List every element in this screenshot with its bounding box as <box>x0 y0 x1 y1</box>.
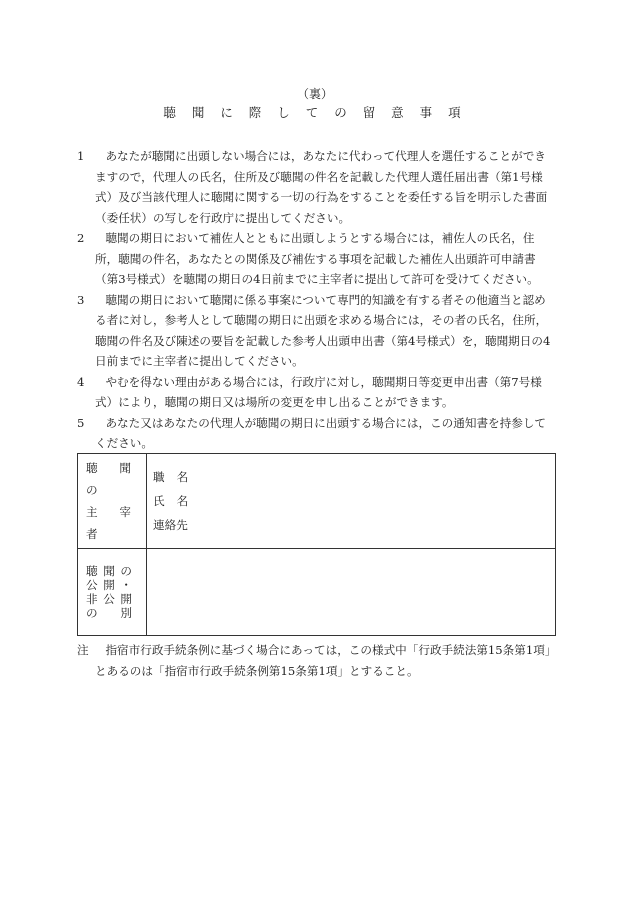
note-marker: 注 <box>77 643 89 657</box>
note-text: 指宿市行政手続条例に基づく場合にあっては，この様式中「行政手続法第15条第1項」とあるのは「指宿市行政手続条例第15条第1項」とすること。 <box>95 643 551 678</box>
item-number: 5 <box>77 415 85 430</box>
publicity-label <box>78 549 147 636</box>
side-indicator: （裏） <box>296 87 333 101</box>
item-text: 聴聞の期日において聴聞に係る事案について専門的知識を有する者その他適当と認める者に対し，参考人として聴聞の期日に出頭を求める場合には，その者の氏名，住所，聴聞の件名及び陳述の要旨を記載した参考人出頭申出書（第4号様式）を，聴聞期日の4日前までに主宰者に提出してください。 <box>95 292 551 368</box>
footnote <box>77 640 555 681</box>
item-text: あなたが聴聞に出頭しない場合には，あなたに代わって代理人を選任することができますので，代理人の氏名，住所及び聴聞の件名を記載した代理人選任届出書（第1号様式）及び当該代理人に聴聞に関する一切の行為をすることを委任する旨を明示した書面（委任状）の写しを行政庁に提出してください。 <box>95 149 548 225</box>
item-text: やむを得ない理由がある場合には，行政庁に対し，聴聞期日等変更申出書（第7号様式）により，聴聞の期日又は場所の変更を申し出ることができます。 <box>95 374 542 409</box>
name-field-label: 氏名 <box>153 494 201 508</box>
notice-list <box>77 146 555 454</box>
list-item <box>77 228 555 290</box>
item-number: 3 <box>77 292 85 307</box>
item-number: 4 <box>77 374 85 389</box>
table-row-presider <box>78 454 556 549</box>
label-line: 聴 聞 の <box>86 461 132 497</box>
presider-fields[interactable] <box>147 454 556 549</box>
item-number: 1 <box>77 149 85 163</box>
item-text: 聴聞の期日において補佐人とともに出頭しようとする場合には，補佐人の氏名，住所，聴聞の件名，あなたとの関係及び補佐する事項を記載した補佐人出頭許可申請書（第3号様式）を聴聞の期日の4日前までに主宰者に提出して許可を受けてください。 <box>95 231 539 286</box>
label-line: 聴 聞 の <box>86 564 132 578</box>
contact-field-label: 連絡先 <box>153 518 188 532</box>
hearing-info-table <box>77 453 556 636</box>
list-item <box>77 146 555 228</box>
page-title: 聴 聞 に 際 し て の 留 意 事 項 <box>163 105 467 120</box>
label-line: 公 開 ・ <box>86 578 132 592</box>
publicity-value-cell[interactable] <box>147 549 556 636</box>
presider-label <box>78 454 147 549</box>
label-line: 非 公 開 <box>86 592 132 606</box>
item-text: あなた又はあなたの代理人が聴聞の期日に出頭する場合には，この通知書を持参してください。 <box>95 415 547 450</box>
list-item <box>77 290 555 372</box>
label-line: の 別 <box>86 606 132 620</box>
list-item <box>77 372 555 413</box>
table-row-publicity <box>78 549 556 636</box>
label-line: 主 宰 者 <box>86 505 132 541</box>
position-field-label: 職名 <box>153 470 201 484</box>
list-item <box>77 413 555 454</box>
item-number: 2 <box>77 231 85 245</box>
